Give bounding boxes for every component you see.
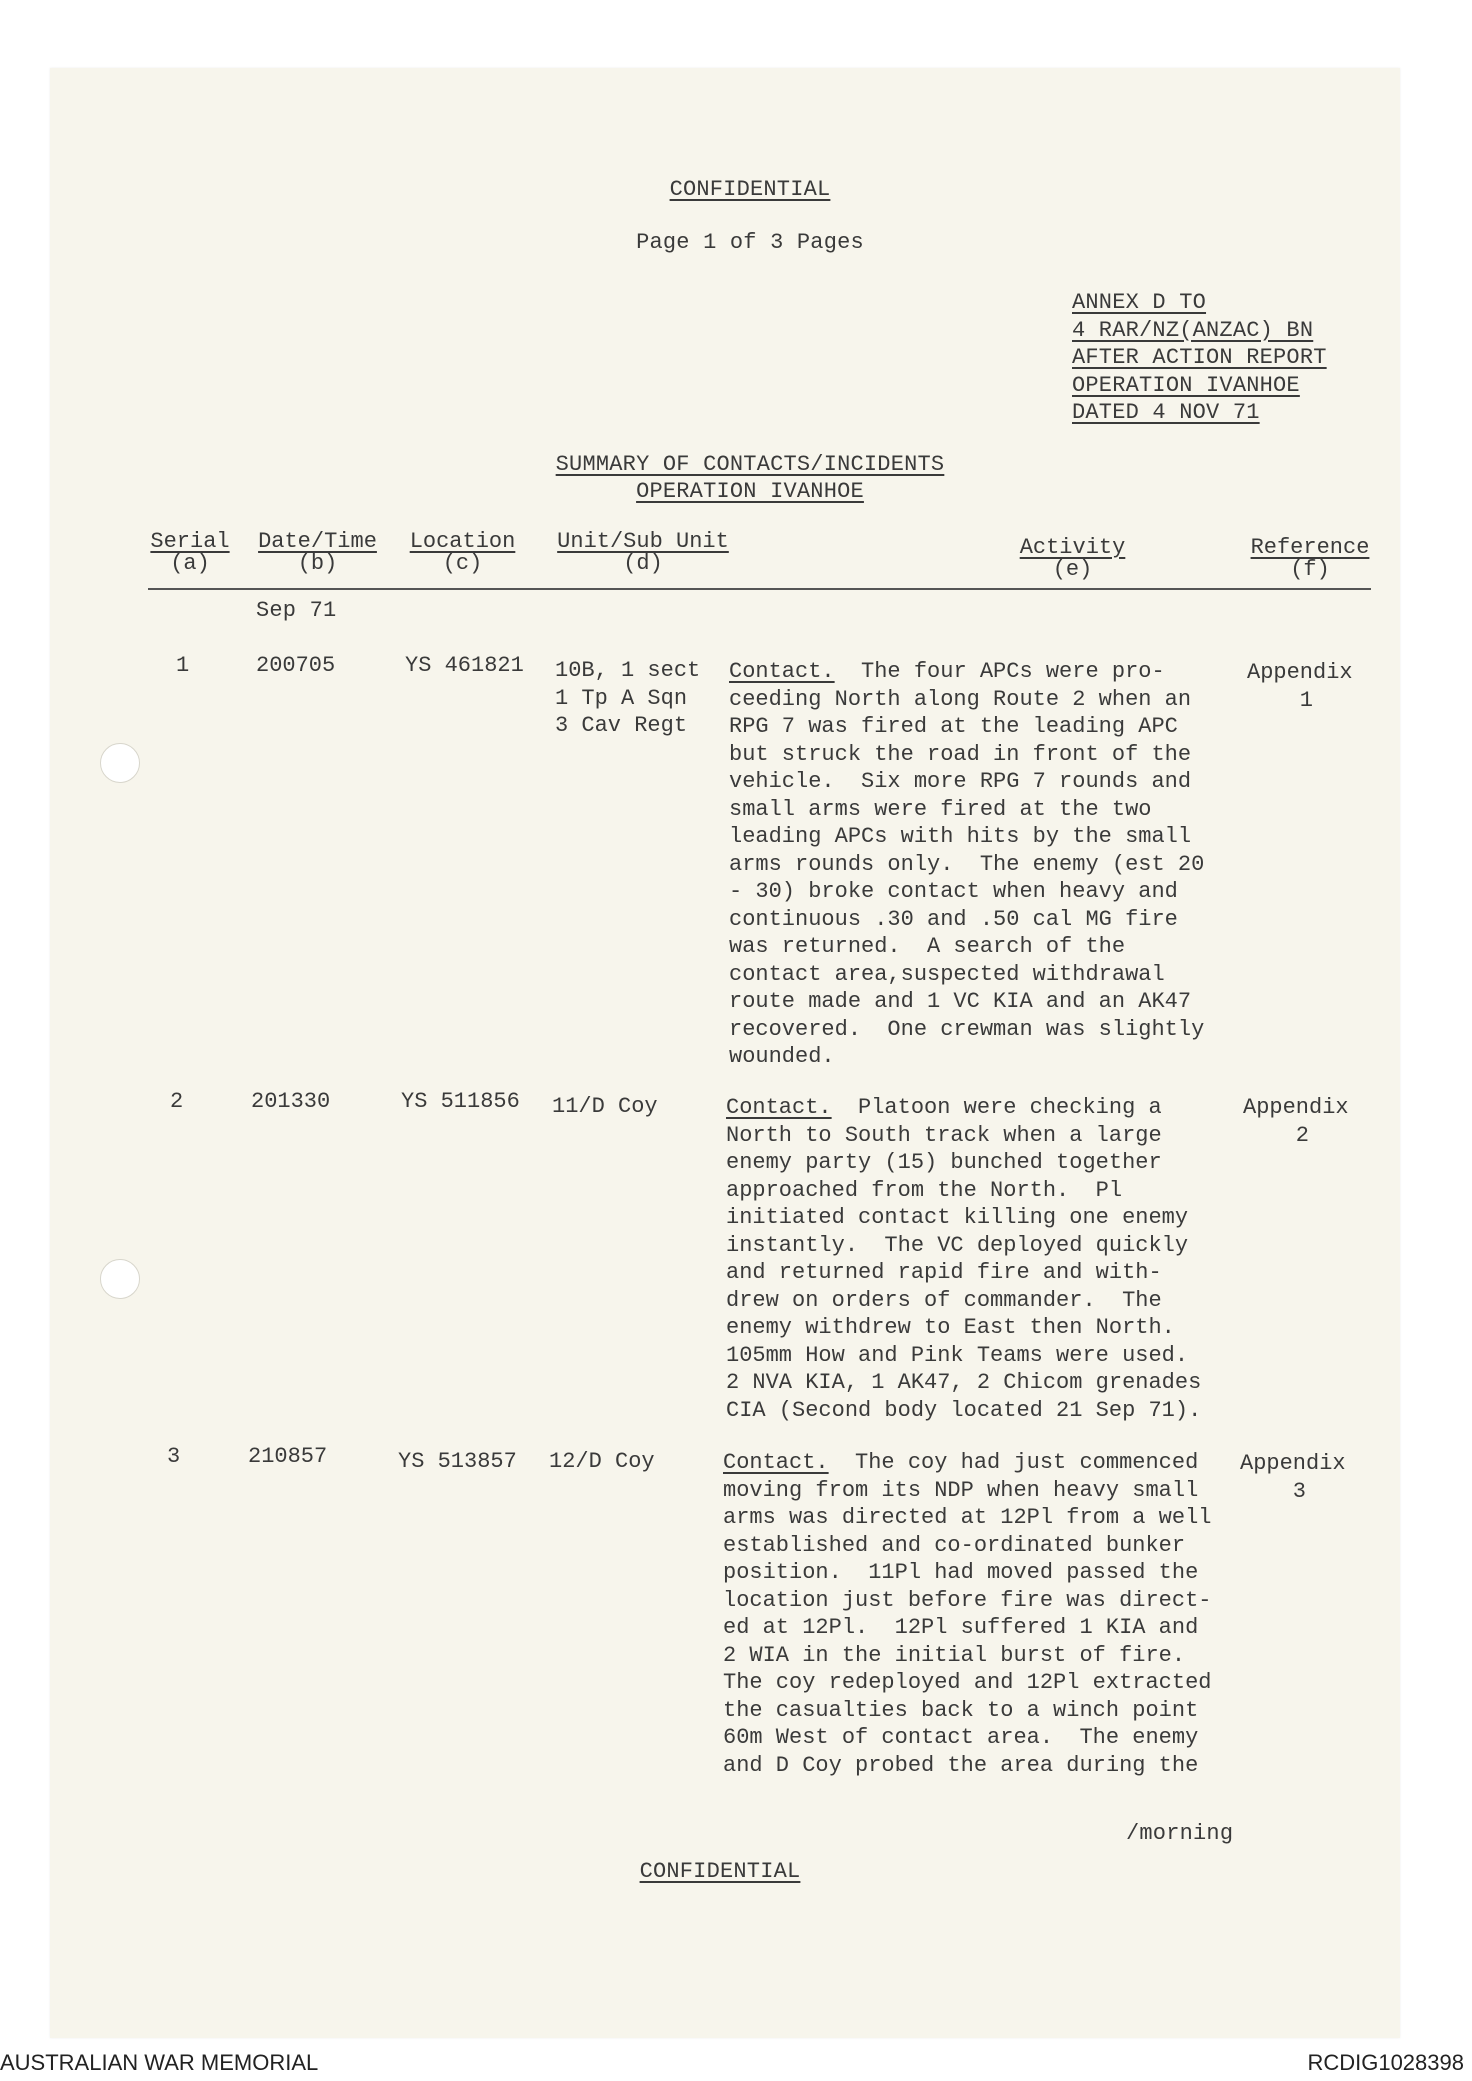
row-2-reference: Appendix 2 [1243, 1095, 1349, 1148]
row-2-activity [726, 1094, 1201, 1424]
row-1-serial: 1 [176, 653, 190, 678]
operation-title: OPERATION IVANHOE [636, 479, 864, 504]
continuation-word: /morning [1126, 1821, 1234, 1846]
col-head-location [400, 531, 525, 575]
row-2-unit: 11/D Coy [552, 1094, 658, 1119]
page-info: Page 1 of 3 Pages [636, 230, 864, 255]
punch-hole-top [100, 743, 140, 783]
row-2-serial: 2 [170, 1089, 184, 1114]
punch-hole-bottom [100, 1259, 140, 1299]
col-head-activity [985, 537, 1160, 581]
col-serial-sub: (a) [170, 551, 210, 576]
row-3-activity-text: The coy had just commenced moving from its NDP when heavy small arms was directed at 12Pl from a well established and co-ordinated bunker position. 11Pl had moved passed the location just before fire was direct- ed at 12Pl. 12Pl suffered 1 KIA and 2 WIA in the initial burst of fire. The coy redeployed and 12Pl extracted the casualties back to a winch point 60m West of contact area. The enemy and D Coy probed the area during the [723, 1450, 1212, 1778]
annex-line-4: OPERATION IVANHOE [1072, 372, 1300, 398]
row-1-datetime: 200705 [256, 653, 336, 678]
col-location-sub: (c) [442, 551, 483, 576]
annex-line-1: ANNEX D TO [1072, 290, 1207, 315]
row-3-unit: 12/D Coy [549, 1449, 655, 1474]
col-serial-label: Serial [150, 529, 230, 554]
classification-bottom: CONFIDENTIAL [639, 1859, 801, 1884]
row-1-location: YS 461821 [405, 653, 524, 678]
col-head-serial [140, 531, 240, 575]
row-2-activity-text: Platoon were checking a North to South track when a large enemy party (15) bunched together approached from the North. Pl initiated contact killing one enemy instantly. The VC deployed quickly and returned rapid fire and with- drew on orders of commander. The enemy withdrew to East then North. 105mm How and Pink Teams were used. 2 NVA KIA, 1 AK47, 2 Chicom grenades CIA (Second body located 21 Sep 71). [726, 1095, 1202, 1423]
col-head-reference [1240, 537, 1380, 581]
row-1-activity-title: Contact. [729, 659, 835, 684]
row-3-activity-title: Contact. [723, 1450, 829, 1475]
archive-id: RCDIG1028398 [1307, 2050, 1464, 2075]
col-reference-label: Reference [1250, 535, 1370, 560]
row-3-location: YS 513857 [398, 1449, 517, 1474]
row-1-reference: Appendix 1 [1247, 660, 1353, 713]
annex-line-5: DATED 4 NOV 71 [1072, 400, 1260, 425]
summary-title: SUMMARY OF CONTACTS/INCIDENTS [555, 452, 945, 477]
col-head-unit [548, 531, 738, 575]
row-2-activity-title: Contact. [726, 1095, 832, 1120]
archive-footer [0, 2046, 1472, 2081]
annex-line-2: 4 RAR/NZ(ANZAC) BN [1072, 317, 1314, 343]
archive-name: AUSTRALIAN WAR MEMORIAL [0, 2050, 319, 2075]
col-unit-label: Unit/Sub Unit [557, 529, 729, 554]
col-unit-sub: (d) [623, 551, 663, 576]
classification-top: CONFIDENTIAL [669, 177, 831, 202]
col-activity-sub: (e) [1052, 557, 1093, 582]
row-3-reference: Appendix 3 [1240, 1451, 1346, 1504]
col-datetime-sub: (b) [297, 551, 338, 576]
month-label: Sep 71 [256, 598, 337, 623]
row-3-datetime: 210857 [248, 1444, 328, 1469]
col-location-label: Location [409, 529, 516, 554]
row-1-activity-text: The four APCs were pro- ceeding North along Route 2 when an RPG 7 was fired at the leading APC but struck the road in front of the vehicle. Six more RPG 7 rounds and small arms were fired at the two leading APCs with hits by the small arms rounds only. The enemy (est 20 - 30) broke contact when heavy and continuous .30 and .50 cal MG fire was returned. A search of the contact area,suspected withdrawal route made and 1 VC KIA and an AK47 recovered. One crewman was slightly wounded. [729, 659, 1205, 1069]
annex-line-3: AFTER ACTION REPORT [1072, 345, 1327, 370]
header-rule [148, 588, 1371, 590]
row-1-unit: 10B, 1 sect 1 Tp A Sqn 3 Cav Regt [555, 658, 701, 738]
row-3-activity [723, 1449, 1211, 1779]
row-1-activity [729, 658, 1204, 1071]
annex-block [1072, 289, 1372, 427]
col-head-datetime [250, 531, 385, 575]
row-3-serial: 3 [167, 1444, 181, 1469]
row-2-location: YS 511856 [401, 1089, 520, 1114]
col-reference-sub: (f) [1290, 557, 1330, 582]
row-2-datetime: 201330 [251, 1089, 331, 1114]
col-activity-label: Activity [1019, 535, 1126, 560]
col-datetime-label: Date/Time [258, 529, 377, 554]
